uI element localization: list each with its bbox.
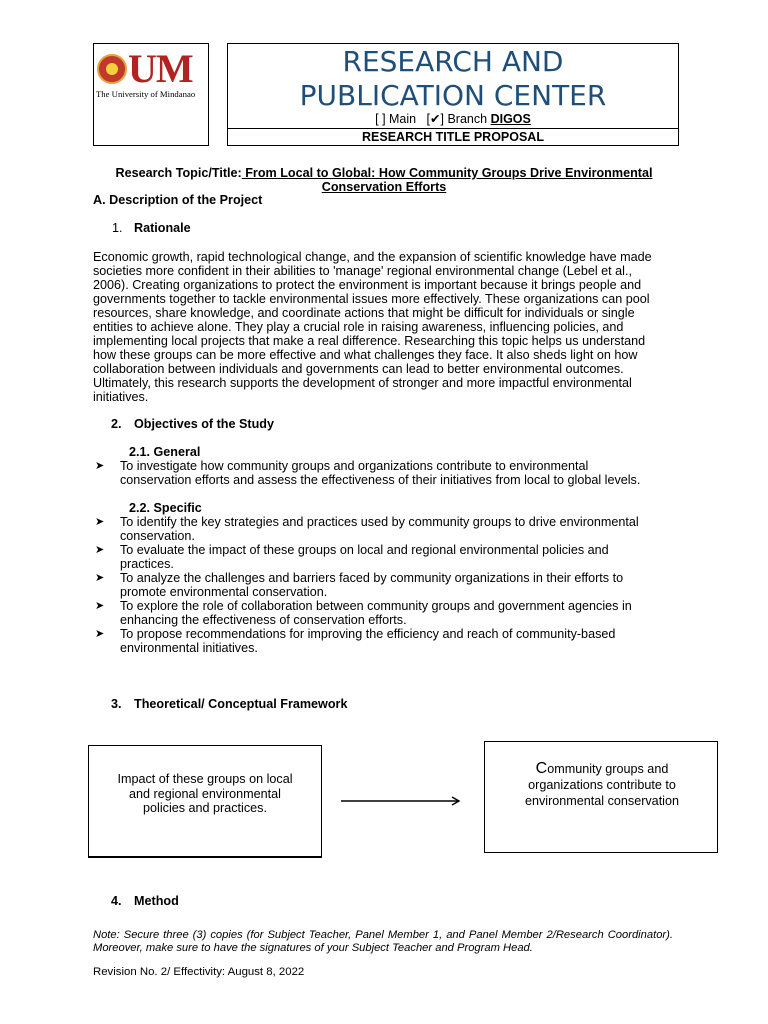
- arrow-bullet-icon: ➤: [95, 460, 105, 472]
- logo-subtitle: The University of Mindanao: [96, 89, 196, 99]
- footer-note: Note: Secure three (3) copies (for Subject Teacher, Panel Member 1, and Panel Member 2/Research Coordinator). Moreover, make sure to have the signatures of your Subject Teacher and Program Head.: [93, 929, 673, 954]
- list-item: ➤ To propose recommendations for improving the efficiency and reach of community-based environmental initiatives.: [95, 627, 616, 655]
- center-title-line2: PUBLICATION CENTER: [299, 79, 607, 112]
- checkmark-icon: ✔: [430, 112, 441, 126]
- list-item: ➤ To explore the role of collaboration between community groups and government agencies in enhancing the effectiveness of conservation efforts.: [95, 599, 632, 627]
- revision-info: Revision No. 2/ Effectivity: August 8, 2022: [93, 966, 305, 978]
- branch-open-bracket: [: [426, 112, 431, 126]
- general-list: [93, 459, 678, 487]
- header-box: [227, 43, 679, 146]
- list-item: ➤ To analyze the challenges and barriers faced by community organizations in their efforts to promote environmental conservation.: [95, 571, 624, 599]
- rationale-heading: Rationale: [134, 221, 191, 235]
- rationale-paragraph: [93, 250, 673, 404]
- right-box-text: Community groups and organizations contribute to environmental conservation: [524, 760, 679, 808]
- arrow-bullet-icon: ➤: [95, 628, 105, 640]
- list-item: ➤ To identify the key strategies and practices used by community groups to drive environmental conservation.: [95, 515, 639, 543]
- arrow-right-icon: [340, 794, 464, 808]
- main-option: [ ] Main: [375, 112, 417, 126]
- framework-heading: Theoretical/ Conceptual Framework: [134, 697, 348, 711]
- rationale-line: entities to achieve alone. They play a crucial role in raising awareness, influencing policies, and: [93, 320, 624, 334]
- center-title-line1: RESEARCH AND: [342, 45, 564, 78]
- um-seal-icon: [97, 54, 127, 84]
- arrow-bullet-icon: ➤: [95, 544, 105, 556]
- form-subtitle: RESEARCH TITLE PROPOSAL: [362, 130, 544, 144]
- rationale-line: 2006). Creating organizations to protect the environment is important because it brings people and: [93, 278, 642, 292]
- method-number: 4.: [111, 894, 122, 908]
- rationale-line: initiatives.: [93, 390, 149, 404]
- research-topic: [93, 166, 675, 194]
- arrow-bullet-icon: ➤: [95, 572, 105, 584]
- branch-option: ] Branch: [440, 112, 488, 126]
- objectives-number: 2.: [111, 417, 122, 431]
- specific-list: [93, 515, 678, 655]
- logo-box: [93, 43, 209, 146]
- rationale-line: resources, share knowledge, and coordinate actions that might be difficult for individuals or single: [93, 306, 635, 320]
- campus-selector: [228, 111, 678, 126]
- framework-right-box: [484, 741, 718, 853]
- rationale-line: governments together to tackle environmental issues more effectively. These organizations can pool: [93, 292, 650, 306]
- framework-left-box: [88, 745, 322, 858]
- framework-number: 3.: [111, 697, 122, 711]
- rationale-line: Economic growth, rapid technological change, and the expansion of scientific knowledge have made: [93, 250, 652, 264]
- objectives-heading: Objectives of the Study: [134, 417, 274, 431]
- topic-title-line1: From Local to Global: How Community Groups Drive Environmental: [241, 166, 653, 180]
- topic-label: Research Topic/Title:: [115, 166, 242, 180]
- list-item: ➤ To investigate how community groups and organizations contribute to environmental conservation efforts and assess the effectiveness of their initiatives from local to global levels.: [95, 459, 641, 487]
- logo-text: UM: [128, 46, 193, 91]
- rationale-line: societies more confident in their abilities to 'manage' regional environmental change (Lebel et al.,: [93, 264, 632, 278]
- rationale-line: collaboration between individuals and governments can lead to better environmental outcomes.: [93, 362, 624, 376]
- section-a-heading: A. Description of the Project: [93, 193, 263, 207]
- specific-heading: 2.2. Specific: [129, 501, 202, 515]
- rationale-line: implementing local projects that make a real difference. Researching this topic helps us understand: [93, 334, 646, 348]
- center-title: [228, 45, 678, 113]
- left-box-text: Impact of these groups on local and regional environmental policies and practices.: [117, 772, 293, 815]
- arrow-bullet-icon: ➤: [95, 600, 105, 612]
- branch-name: DIGOS: [490, 112, 531, 126]
- rationale-line: Ultimately, this research supports the development of stronger and more impactful environmental: [93, 376, 632, 390]
- method-heading: Method: [134, 894, 179, 908]
- list-item: ➤ To evaluate the impact of these groups on local and regional environmental policies and practices.: [95, 543, 609, 571]
- general-heading: 2.1. General: [129, 445, 201, 459]
- arrow-bullet-icon: ➤: [95, 516, 105, 528]
- header-divider: [228, 128, 678, 129]
- topic-title-line2: Conservation Efforts: [321, 180, 447, 194]
- rationale-number: 1.: [112, 221, 123, 235]
- rationale-line: how these groups can be more effective and what challenges they face. It also sheds light on how: [93, 348, 638, 362]
